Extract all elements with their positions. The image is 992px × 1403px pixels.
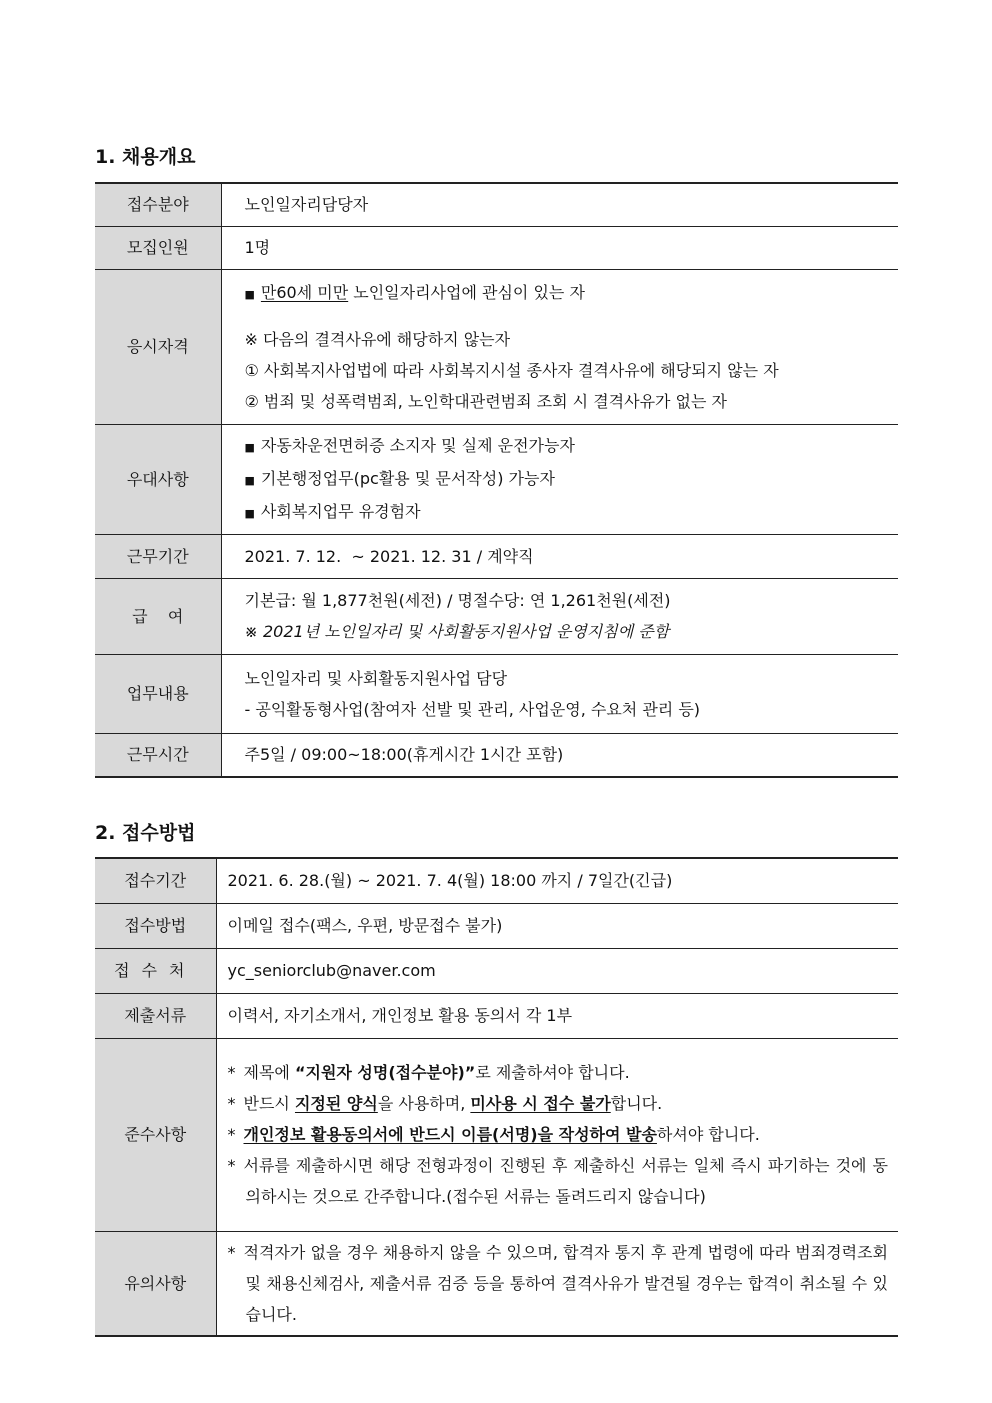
preference-text: 자동차운전면허증 소지자 및 실제 운전가능자	[260, 435, 575, 455]
duties-text: 노인일자리 및 사회활동지원사업 담당	[244, 668, 508, 688]
table-row	[95, 903, 898, 948]
compliance-text: 반드시	[243, 1094, 295, 1113]
row-value: 노인일자리담당자	[221, 183, 898, 226]
table-row	[95, 948, 898, 993]
disqualification-item-1: ① 사회복지사업법에 따라 사회복지시설 종사자 결격사유에 해당되지 않는 자	[244, 360, 779, 380]
row-label: 업무내용	[95, 654, 221, 733]
preference-text: 사회복지업무 유경험자	[260, 501, 421, 521]
duties-detail: - 공익활동형사업(참여자 선발 및 관리, 사업운영, 수요처 관리 등)	[244, 699, 701, 719]
row-label: 접수기간	[95, 858, 216, 903]
row-label: 응시자격	[95, 269, 221, 424]
compliance-bold-text: “지원자 성명(접수분야)”	[294, 1063, 476, 1082]
qualification-cell	[221, 269, 898, 424]
table-row	[95, 1231, 898, 1336]
compliance-cell	[216, 1038, 898, 1231]
square-bullet-icon: ■	[244, 473, 255, 487]
section-2-title: 2. 접수방법	[95, 822, 196, 844]
table-row	[95, 1038, 898, 1231]
table-row	[95, 858, 898, 903]
table-row	[95, 654, 898, 733]
salary-note: ※ 2021년 노인일자리 및 사회활동지원사업 운영지침에 준함	[244, 622, 670, 641]
asterisk-icon: *	[227, 1156, 236, 1175]
row-value: 이력서, 자기소개서, 개인정보 활용 동의서 각 1부	[216, 993, 898, 1038]
compliance-bold-text: 지정된 양식	[294, 1094, 378, 1113]
salary-text: 기본급: 월 1,877천원(세전) / 명절수당: 연 1,261천원(세전)	[244, 591, 671, 610]
row-label: 근무기간	[95, 534, 221, 578]
list-item	[228, 1057, 889, 1088]
salary-cell	[221, 578, 898, 654]
table-row	[95, 733, 898, 777]
row-value: 주5일 / 09:00~18:00(휴게시간 1시간 포함)	[221, 733, 898, 777]
compliance-text: 제목에	[243, 1063, 295, 1082]
compliance-bold-text: 미사용 시 접수 불가	[470, 1094, 611, 1113]
compliance-text: 하셔야 합니다.	[656, 1125, 760, 1144]
compliance-text: 을 사용하며,	[377, 1094, 471, 1113]
row-value: 2021. 6. 28.(월) ~ 2021. 7. 4(월) 18:00 까지 / 7일간(긴급)	[216, 858, 898, 903]
square-bullet-icon: ■	[244, 506, 255, 520]
disqualification-item-2: ② 범죄 및 성폭력범죄, 노인학대관련범죄 조회 시 결격사유가 없는 자	[244, 391, 728, 411]
list-item	[228, 1150, 889, 1212]
qualification-text: 노인일자리사업에 관심이 있는 자	[348, 282, 585, 302]
table-row	[95, 424, 898, 534]
row-label: 접수분야	[95, 183, 221, 226]
row-value: 1명	[221, 226, 898, 269]
square-bullet-icon: ■	[244, 440, 255, 454]
row-label: 모집인원	[95, 226, 221, 269]
list-item	[228, 1237, 889, 1330]
notice-cell	[216, 1231, 898, 1336]
row-value: 2021. 7. 12. ~ 2021. 12. 31 / 계약직	[221, 534, 898, 578]
table-row	[95, 183, 898, 226]
application-method-table	[95, 857, 898, 1337]
compliance-text: 서류를 제출하시면 해당 전형과정이 진행된 후 제출하신 서류는 일체 즉시 파기하는 것에 동의하시는 것으로 간주합니다.(접수된 서류는 돌려드리지 않습니다)	[243, 1156, 888, 1206]
row-label: 근무시간	[95, 733, 221, 777]
table-row	[95, 269, 898, 424]
asterisk-icon: *	[227, 1125, 236, 1144]
asterisk-icon: *	[227, 1094, 236, 1113]
preference-text: 기본행정업무(pc활용 및 문서작성) 가능자	[260, 468, 555, 488]
email-address: yc_seniorclub@naver.com	[216, 948, 898, 993]
row-label: 유의사항	[95, 1231, 216, 1336]
square-bullet-icon: ■	[244, 287, 255, 301]
compliance-bold-text: 개인정보 활용동의서에 반드시 이름(서명)을 작성하여 발송	[243, 1125, 657, 1144]
row-label: 접수방법	[95, 903, 216, 948]
list-item	[245, 430, 899, 463]
list-item	[228, 1088, 889, 1119]
table-row	[95, 226, 898, 269]
preference-cell	[221, 424, 898, 534]
compliance-text: 합니다.	[610, 1094, 663, 1113]
row-label: 급 여	[95, 578, 221, 654]
duties-cell	[221, 654, 898, 733]
row-label: 접수처	[95, 948, 216, 993]
table-row	[95, 534, 898, 578]
row-value: 이메일 접수(팩스, 우편, 방문접수 불가)	[216, 903, 898, 948]
row-label: 준수사항	[95, 1038, 216, 1231]
list-item	[228, 1119, 889, 1150]
list-item	[245, 463, 899, 496]
asterisk-icon: *	[227, 1242, 236, 1262]
row-label: 제출서류	[95, 993, 216, 1038]
disqualification-note: ※ 다음의 결격사유에 해당하지 않는자	[244, 329, 511, 349]
recruitment-overview-table	[95, 182, 898, 778]
age-limit-text: 만60세 미만	[260, 282, 349, 302]
row-label: 우대사항	[95, 424, 221, 534]
notice-text: 적격자가 없을 경우 채용하지 않을 수 있으며, 합격자 통지 후 관계 법령에 따라 범죄경력조회 및 채용신체검사, 제출서류 검증 등을 통하여 결격사유가 발견될 경우는 합격이 취소될 수 있습니다.	[243, 1242, 888, 1324]
table-row	[95, 993, 898, 1038]
table-row	[95, 578, 898, 654]
compliance-text: 로 제출하셔야 합니다.	[475, 1063, 630, 1082]
section-1-title: 1. 채용개요	[95, 146, 196, 168]
qualification-line	[245, 277, 899, 310]
asterisk-icon: *	[227, 1063, 236, 1082]
list-item	[245, 496, 899, 529]
